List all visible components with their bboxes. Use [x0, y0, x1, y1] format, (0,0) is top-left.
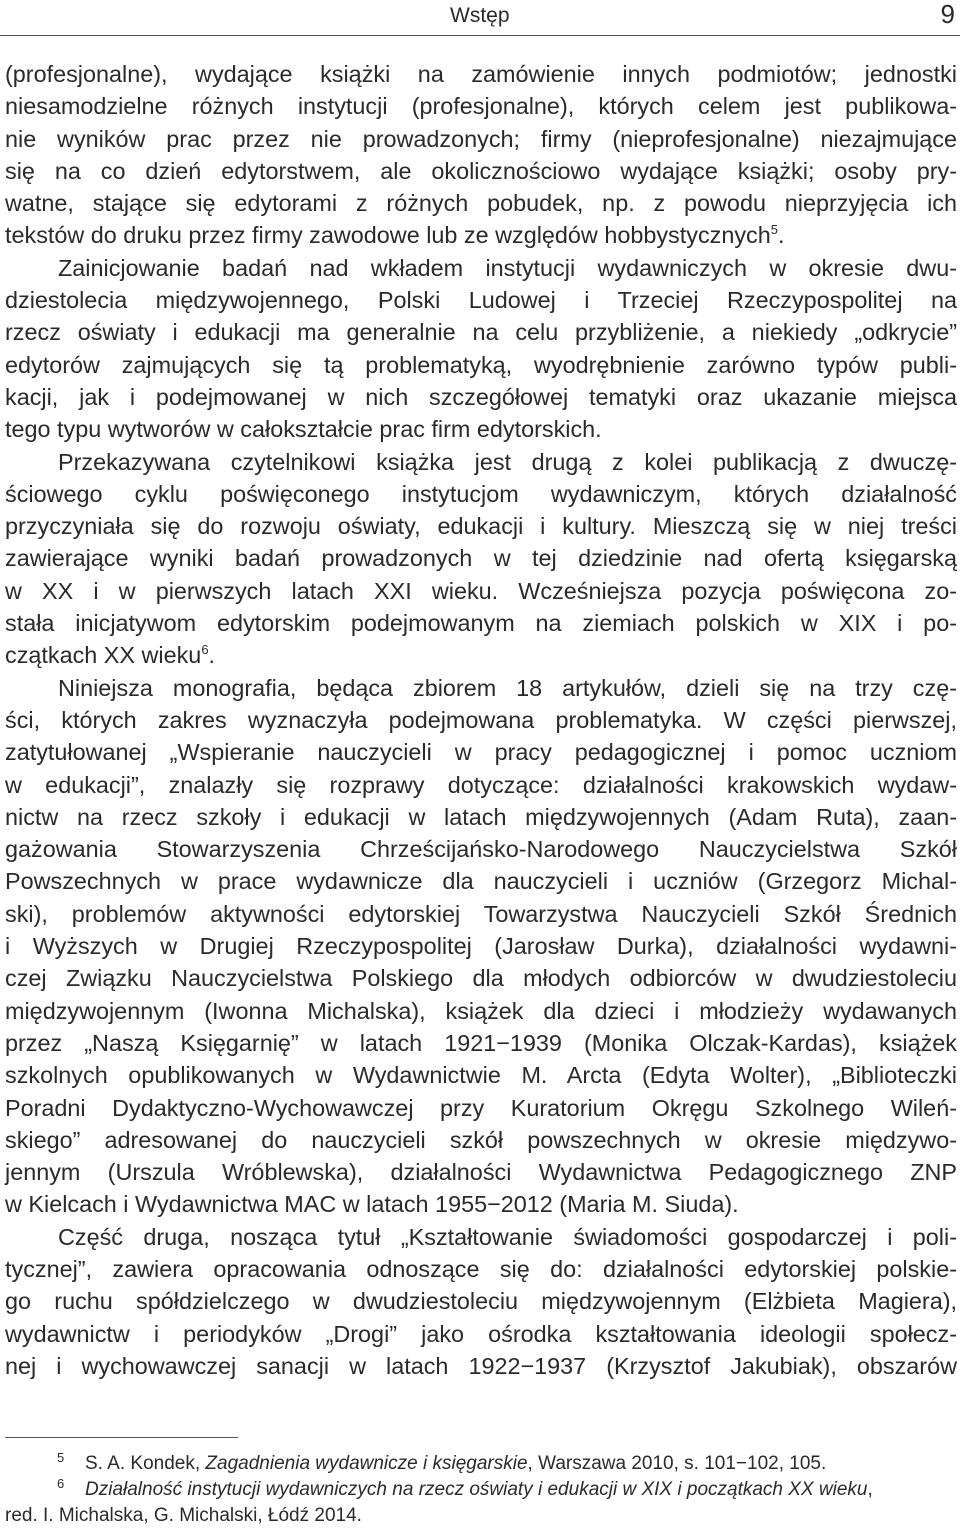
text-line: watne, stające się edytorami z różnych pobudek, np. z powodu nieprzyjęcia ich [5, 190, 957, 217]
footnote-title: Działalność instytucji wydawniczych na rzecz oświaty i edukacji w XIX i początkach XX wieku [85, 1479, 868, 1500]
text-line: w Kielcach i Wydawnictwa MAC w latach 1955−2012 (Maria M. Siuda). [5, 1191, 739, 1218]
body-text [5, 58, 957, 1382]
text-line: i Wyższych w Drugiej Rzeczypospolitej (Jarosław Durka), działalności wydawni- [5, 933, 957, 960]
text-line: zawierające wyniki badań prowadzonych w tej dziedzinie nad ofertą księgarską [5, 545, 957, 572]
footnote-text: S. A. Kondek, [85, 1453, 206, 1474]
text-line: kacji, jak i podejmowanej w nich szczegółowej tematyki oraz ukazanie miejsca [5, 383, 957, 410]
text-line: niesamodzielne różnych instytucji (profesjonalne), których celem jest publikowa- [5, 93, 957, 120]
text-line: Część druga, nosząca tytuł „Kształtowanie świadomości gospodarczej i poli- [58, 1223, 957, 1250]
text-line: czątkach XX wieku$^6$. [5, 642, 216, 669]
text-line: w edukacji”, znalazły się rozprawy dotyczące: działalności krakowskich wydaw- [5, 771, 957, 798]
footnote-text: , [867, 1479, 873, 1500]
text-line: stała inicjatywom edytorskim podejmowanym na ziemiach polskich w XIX i po- [5, 610, 957, 637]
text-line: edytorów zajmujących się tą problematyką, wyodrębnienie zarówno typów publi- [5, 351, 957, 378]
text-line: dziestolecia międzywojennego, Polski Ludowej i Trzeciej Rzeczypospolitej na [5, 287, 957, 314]
header-rule [0, 35, 960, 36]
text-line: tego typu wytworów w całokształcie prac firm edytorskich. [5, 416, 602, 443]
text-line: wydawnictw i periodyków „Drogi” jako ośrodka kształtowania ideologii społecz- [5, 1320, 957, 1347]
text-line: szkolnych opublikowanych w Wydawnictwie M. Arcta (Edyta Wolter), „Biblioteczki [5, 1062, 957, 1089]
text-line: ściowego cyklu poświęconego instytucjom wydawniczym, których działalność [5, 480, 957, 507]
text-line: przez „Naszą Księgarnię” w latach 1921−1939 (Monika Olczak-Kardas), książek [5, 1029, 957, 1056]
text-line: nictw na rzecz szkoły i edukacji w latach międzywojennych (Adam Ruta), zaan- [5, 803, 957, 830]
text-line: nie wyników prac przez nie prowadzonych; firmy (nieprofesjonalne) niezajmujące [5, 125, 957, 152]
text-line-content: czątkach XX wieku [5, 642, 202, 669]
footnote-title: Zagadnienia wydawnicze i księgarskie [205, 1453, 528, 1474]
text-line: skiego” adresowanej do nauczycieli szkół powszechnych w okresie międzywo- [5, 1126, 957, 1153]
text-line: rzecz oświaty i edukacji ma generalnie na celu przybliżenie, a niekiedy „odkrycie” [5, 319, 957, 346]
running-title: Wstęp [450, 4, 510, 27]
footnote-6-continuation: red. I. Michalska, G. Michalski, Łódź 2014. [5, 1505, 362, 1526]
text-line: ści, których zakres wyznaczyła podejmowana problematyka. W części pierwszej, [5, 706, 957, 733]
text-line: zatytułowanej „Wspieranie nauczycieli w pracy pedagogicznej i pomoc uczniom [5, 739, 957, 766]
text-line: ski), problemów aktywności edytorskiej Towarzystwa Nauczycieli Szkół Średnich [5, 900, 957, 927]
footnote-6: 6 Działalność instytucji wydawniczych na rzecz oświaty i edukacji w XIX i początkach XX wieku, [57, 1476, 873, 1500]
text-line: nej i wychowawczej sanacji w latach 1922−1937 (Krzysztof Jakubiak), obszarów [5, 1352, 957, 1379]
text-line: się na co dzień edytorstwem, ale okolicznościowo wydające książki; osoby pry- [5, 157, 957, 184]
text-line: go ruchu spółdzielczego w dwudziestoleciu międzywojennym (Elżbieta Magiera), [5, 1288, 957, 1315]
text-line: gażowania Stowarzyszenia Chrześcijańsko-Narodowego Nauczycielstwa Szkół [5, 836, 957, 863]
text-line: jennym (Urszula Wróblewska), działalności Wydawnictwa Pedagogicznego ZNP [5, 1159, 957, 1186]
text-line: Przekazywana czytelnikowi książka jest drugą z kolei publikacją z dwuczę- [58, 448, 957, 475]
footnote-5: 5 S. A. Kondek, Zagadnienia wydawnicze i księgarskie, Warszawa 2010, s. 101−102, 105. [57, 1450, 827, 1474]
text-line: (profesjonalne), wydające książki na zamówienie innych podmiotów; jednostki [5, 61, 957, 87]
text-line: Niniejsza monografia, będąca zbiorem 18 artykułów, dzieli się na trzy czę- [58, 674, 957, 701]
text-line: Powszechnych w prace wydawnicze dla nauczycieli i uczniów (Grzegorz Michal- [5, 868, 957, 895]
text-line-content: tekstów do druku przez firmy zawodowe lub ze względów hobbystycznych [5, 222, 771, 249]
text-line: Zainicjowanie badań nad wkładem instytucji wydawniczych w okresie dwu- [58, 254, 957, 281]
footnotes [5, 1451, 957, 1529]
page-header [0, 0, 960, 34]
footnote-text: , Warszawa 2010, s. 101−102, 105. [527, 1453, 827, 1474]
text-line: tycznej”, zawiera opracowania odnoszące się do: działalności edytorskiej polskie- [5, 1255, 957, 1282]
text-line: czej Związku Nauczycielstwa Polskiego dla młodych odbiorców w dwudziestoleciu [5, 965, 957, 992]
text-line: międzywojennym (Iwonna Michalska), książek dla dzieci i młodzieży wydawanych [5, 997, 957, 1024]
page-number: 9 [940, 0, 955, 29]
footnote-ref: 6 [201, 642, 209, 658]
footnote-ref: 5 [770, 222, 778, 238]
text-line: w XX i w pierwszych latach XXI wieku. Wcześniejsza pozycja poświęcona zo- [5, 577, 957, 604]
text-line: Poradni Dydaktyczno-Wychowawczej przy Kuratorium Okręgu Szkolnego Wileń- [5, 1094, 957, 1121]
footnote-rule [5, 1437, 238, 1438]
text-line: przyczyniała się do rozwoju oświaty, edukacji i kultury. Mieszczą się w niej treści [5, 513, 957, 540]
text-line: tekstów do druku przez firmy zawodowe lub ze względów hobbystycznych$^5$. [5, 222, 785, 249]
